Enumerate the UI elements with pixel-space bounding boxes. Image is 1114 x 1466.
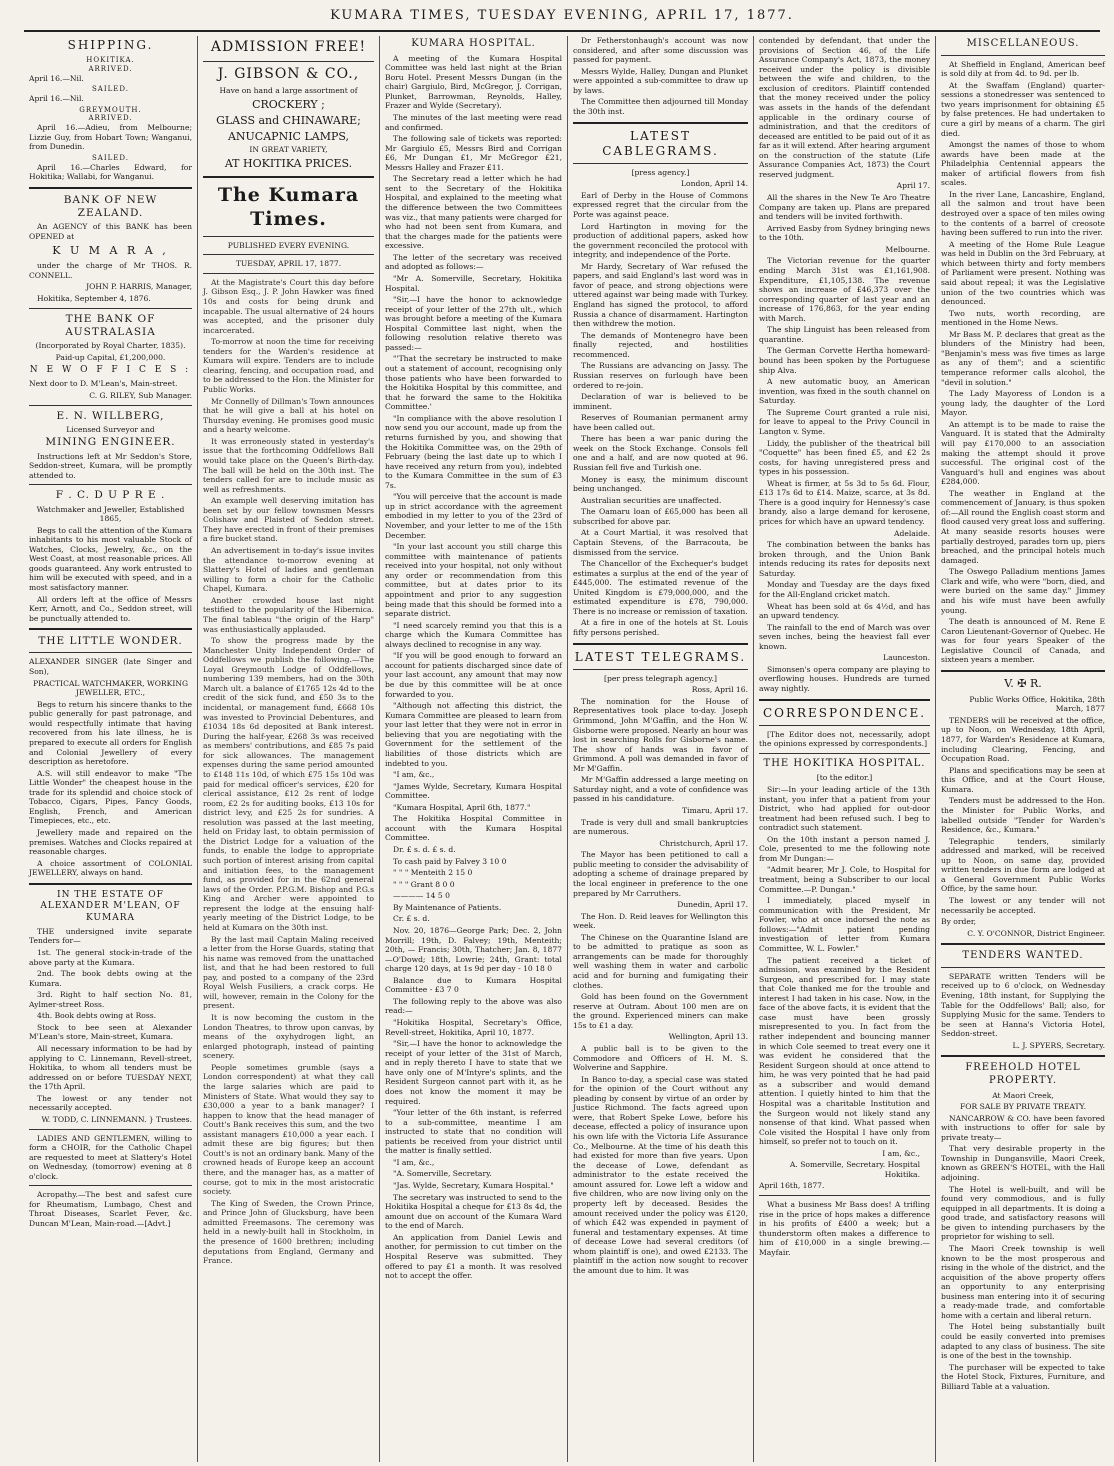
miscellaneous-item: In the river Lane, Lancashire, England, all the salmon and trout have been destroyed over a space of ten miles owing to the contents of a barrel of creosote having been suffered to run into the river. <box>941 189 1105 238</box>
estate-heading: IN THE ESTATE OF ALEXANDER M'LEAN, OF KUMARA <box>40 889 181 923</box>
telegram: Mr M'Gaffin addressed a large meeting on Saturday night, and a vote of confidence was passed in his candidature. <box>573 775 748 804</box>
tenders-wanted-body: SEPARATE written Tenders will be received up to 6 o'clock, on Wednesday Evening, 18th instant, for Supplying the Table for the Oddfellows' Ball; also, for Supplying Music for the same. Tenders to be seen at Hanna's Victoria Hotel, Seddon-street. <box>941 971 1105 1039</box>
singer-body-3: Jewellery made and repaired on the premises. Watches and Clocks repaired at reasonable charges. <box>29 828 192 857</box>
admission-free: ADMISSION FREE! <box>210 39 367 55</box>
greymouth-arrived: April 16.—Adieu, from Melbourne; Lizzie Guy, from Hobart Town; Wanganui, from Dunedin. <box>29 123 192 152</box>
hospital-paragraph: "Kumara Hospital, April 6th, 1877." <box>393 802 531 812</box>
hospital-paragraph: Dr. £ s. d. £ s. d. <box>393 845 456 855</box>
hospital-paragraph: "You will perceive that the account is made up in strict accordance with the agreement embodied in my letter to you of the 23rd of November, and your letter to me of the 15th December. <box>385 492 562 540</box>
estate-line-3: 2nd. The book debts owing at the Kumara. <box>29 969 192 988</box>
hospital-paragraph: "If you will be good enough to forward an account for patients discharged since date of your last account, any amount that may now be due by this committee will be at once forwarded to you. <box>385 651 562 699</box>
letter-date: April 16th, 1877. <box>759 1181 825 1191</box>
miscellaneous-list <box>941 60 1105 665</box>
miscellaneous-item: The death is announced of M. Rene E Caron Lieutenant-Governor of Quebec. He was for four years Speaker of the Legislative Council of Canada, and sixteen years a member. <box>941 617 1105 665</box>
letter-paragraph: "Admit bearer, Mr J. Cole, to Hospital for treatment, being a Subscriber to our local Committee.—P. Dungan." <box>759 865 930 894</box>
miscellaneous-item: Mr Bass M. P. declares that great as the blunders of the Ministry had been, "Benjamin's mess was five times as large as any of them"; and a scientific temperance reformer calls alcohol, the "devil in solution." <box>941 329 1105 387</box>
dunedin-telegram-3: Gold has been found on the Government reserve at Outram. About 100 men are on the ground. Experienced miners can make 15s to £1 a day. <box>573 992 748 1030</box>
dupre-name: F . C. D U P R E . <box>55 489 166 502</box>
launceston-telegram: Simonsen's opera company are playing to overflowing houses. Hundreds are turned away nightly. <box>759 664 930 693</box>
letter-paragraph: The patient received a ticket of admission, was examined by the Resident Surgeon, and prescribed for. I may state that Cole thanked me for the trouble and interest I had taken in his case. Now, in the face of the above facts, it is evident that the case must have been grossly misrepresented to you. In fact from the rather independent and bouncing manner in which Cole seemed to treat every one it was evident he considered that the Resident Surgeon should at once attend to him, he was very pointed that he had paid as a subscriber and would demand attention. I quietly hinted to him that the Hospital was a charitable Institution and the Surgeon would not likely stand any nonsense of that kind. What passed when Cole visited the Hospital I have only from himself, so prefer not to touch on it. <box>759 955 930 1147</box>
hospital-paragraph: The Hokitika Hospital Committee in account with the Kumara Hospital Committee. <box>385 814 562 843</box>
wellington-dateline: Wellington, April 13. <box>668 1032 748 1042</box>
glass-chinaware: GLASS and CHINAWARE; <box>216 113 361 127</box>
telegraph-agency: [per press telegraph agency.] <box>604 673 717 683</box>
article: An advertisement in to-day's issue invites the attendance to-morrow evening at Slattery's Hotel of ladies and gentleman willing to form a choir for the Catholic Chapel, Kumara. <box>203 546 374 594</box>
boa-incorporated: (Incorporated by Royal Charter, 1835). <box>35 341 186 351</box>
wilberg-title: Licensed Surveyor and <box>66 424 155 434</box>
hospital-paragraph: "Your letter of the 6th instant, is referred to a sub-committee, meantime I am instructed to state that no condition will patients be received from your district until the matter is finally settled. <box>385 1108 562 1156</box>
hospital-paragraph: "James Wylde, Secretary, Kumara Hospital Committee. <box>385 781 562 801</box>
tender-paragraph: Telegraphic tenders, similarly addressed and marked, will be received up to Noon, on same day, provided written tenders in due form are lodged at a General Government Public Works Office, by the same hour. <box>941 836 1105 894</box>
wilberg-title-2: MINING ENGINEER. <box>45 436 176 449</box>
hospital-paragraph: "In compliance with the above resolution I now send you our account, made up from the returns furnished by you, and showing that the Hokitika Committee was, on the 29th of February (being the last date up to which I have received any return from you), indebted to the Kumara Committee in the sum of £3 7s. <box>385 413 562 490</box>
wellington-telegram: A public ball is to be given to the Commodore and Officers of H. M. S. Wolverine and Sapphire. <box>573 1043 748 1073</box>
cablegram: The Oamaru loan of £65,000 has been all subscribed for above par. <box>573 507 748 526</box>
article: People sometimes grumble (says a London correspondent) at what they call the large salaries which are paid to Ministers of State. What would they say to £30,000 a year to a bank manager? I happen to know that the head manager of Coutt's Bank receives this sum, and the two assistant managers £10,000 a year each. I admit these are big figures; but then Coutt's is not an ordinary bank. Many of the crowned heads of Europe keep an account there, and the manager has, as a matter of course, got to mix in the most aristocratic society. <box>203 1062 374 1197</box>
column-2 <box>198 36 380 1462</box>
freehold-heading: FREEHOLD HOTEL PROPERTY. <box>965 1062 1081 1086</box>
freehold-paragraph: The purchaser will be expected to take the Hotel Stock, Fixtures, Furniture, and Billiard Table at a valuation. <box>941 1362 1105 1391</box>
hospital-paragraph: ———— 14 5 0 <box>393 891 450 901</box>
hospital-paragraph: " " " Menteith 2 15 0 <box>393 868 473 878</box>
estate-line-8: The lowest or any tender not necessarily accepted. <box>29 1093 192 1113</box>
column-1 <box>24 36 198 1462</box>
hospital-paragraph: "I am, &c., <box>393 1157 435 1167</box>
wilberg-body: Instructions left at Mr Seddon's Store, Seddon-street, Kumara, will be promptly attended to. <box>29 451 192 480</box>
editor-note: [The Editor does not, necessarily, adopt the opinions expressed by correspondents.] <box>759 729 930 749</box>
singer-body-2: A.S. will still endeavor to make "The Little Wonder" the cheapest house in the trade for its splendid and choice stock of Tobacco, Cigars, Pipes, Fancy Goods, English, French, and American Timepieces, etc., etc. <box>29 768 192 826</box>
article: It is now becoming the custom in the London Theatres, to throw upon canvas, by means of the oxyhydrogen light, an enlarged photograph, instead of painting scenery. <box>203 1013 374 1061</box>
london-dateline: London, April 14. <box>681 179 748 189</box>
hospital-paragraph: "Jas. Wylde, Secretary, Kumara Hospital." <box>393 1181 554 1191</box>
gibson-assortment: Have on hand a large assortment of <box>219 86 358 96</box>
acropathy-advert: Acropathy.—The best and safest cure for Rheumatism, Lumbago, Chest and Throat Diseases, Scarlet Fever, &c. Duncan M'Lean, Main-road.—[Advt.] <box>29 1190 192 1229</box>
telegrams-heading: LATEST TELEGRAMS. <box>574 649 747 664</box>
greymouth-sailed: April 16.—Charles Edward, for Hokitika; Wallabi, for Wanganui. <box>29 162 192 182</box>
christchurch-dateline: Christchurch, April 17. <box>659 838 748 848</box>
boa-offices: N E W O F F I C E S : <box>29 365 192 376</box>
hokitika-prices: AT HOKITIKA PRICES. <box>224 156 353 170</box>
cablegram: Declaration of war is believed to be imminent. <box>573 392 748 411</box>
press-agency: [press agency.] <box>631 167 690 177</box>
issue-date: TUESDAY, APRIL 17, 1877. <box>235 259 342 269</box>
article: An example well deserving imitation has been set by our fellow townsmen Messrs Colishaw and Plaisted of Seddon street. They have erected in front of their premises a fire bucket stand. <box>203 496 374 544</box>
gibson-name: J. GIBSON & CO., <box>217 65 360 82</box>
paper-title: The Kumara Times. <box>217 183 360 230</box>
hokitika-arrived: April 16.—Nil. <box>29 73 84 83</box>
cablegram: Reserves of Roumanian permanent army have been called out. <box>573 413 748 432</box>
dunedin-telegram: The Hon. D. Reid leaves for Wellington this week. <box>573 911 748 931</box>
wellington-telegram-2: In Banco to-day, a special case was stated for the opinion of the Court without any pleading by consent by virtue of an order by Justice Richmond. The facts agreed upon were, that Robert Speke Lowe, before his decease, effected a policy of insurance upon his own life with the Victoria Life Assurance Co., Melbourne. At the time of his death this had existed for more than five years. Upon the decease of Lowe, defendant as administrator to the estate received the amount assured for. Lowe left a widow and five children, who are now living only on the property left by deceased. Besides the amount received under the policy was £120, of which £42 was expended in payment of funeral and testamentary expenses. At time of decease Lowe had several creditors (of whom plaintiff is one), and owed £2133. The plaintiff in the action now sought to recover the amount due to him. It was <box>573 1074 748 1275</box>
shipping-heading: SHIPPING. <box>67 38 154 52</box>
cablegram: Earl of Derby in the House of Commons expressed regret that the circular from the Porte was against peace. <box>573 190 748 219</box>
timaru-dateline: Timaru, April 17. <box>682 806 748 816</box>
estate-line-6: Stock to bee seen at Alexander M'Lean's store, Main-street, Kumara. <box>29 1022 192 1042</box>
theatre-telegram: All the shares in the New Te Aro Theatre Company are taken up. Plans are prepared and tenders will be invited forthwith. <box>759 193 930 222</box>
column-4 <box>568 36 754 1462</box>
royal-arms: V. ✠ R. <box>1004 676 1042 690</box>
hospital-paragraph: "I am, &c., <box>393 770 435 780</box>
tenders-notice <box>941 716 1105 915</box>
launceston-dateline: Launceston. <box>883 653 930 663</box>
miscellaneous-item: Two nuts, worth recording, are mentioned in the Home News. <box>941 308 1105 328</box>
arrived-label: ARRIVED. <box>88 64 133 73</box>
miscellaneous-item: The weather in England at the commencement of January, is thus spoken of:—All round the English coast storm and flood caused very great loss and suffering. At many seaside resorts houses were partially destroyed, parades torn up, piers breached, and the principal hotels much damaged. <box>941 488 1105 565</box>
hospital-paragraph: Nov. 20, 1876—George Park; Dec. 2, John Morrill; 19th, D. Falvey; 19th, Menteith; 20th, — Francis; 30th, Thatcher; Jan. 8, 1877—O'Dowd; 18th, Lowrie; 24th, Grant: total charge 120 days, at 1s 9d per day - 10 18 0 <box>385 925 562 974</box>
hospital-paragraph: "In your last account you still charge this committee with maintenance of patients received into your hospital, not only without any order or recommendation from this committee, but at dates prior to its appointment and prior to any suggestion being made that this should be formed into a separate district. <box>385 542 562 619</box>
miscellaneous-item: Amongst the names of those to whom awards have been made at the Philadelphia Centennial appears the maker of artificial flowers from fish scales. <box>941 140 1105 188</box>
letter-signoff: I am, &c., <box>882 1148 920 1158</box>
freehold-sale: FOR SALE BY PRIVATE TREATY. <box>960 1102 1086 1112</box>
estate-line-5: 4th. Book debts owing at Ross. <box>37 1011 157 1021</box>
article: To-morrow at noon the time for receiving tenders for the Warden's residence at Kumara will expire. Tenders are to include clearing, fencing, and occupation road, and to be addressed to the Hon. the Minister for Public Works. <box>203 337 374 394</box>
melbourne-dateline: Melbourne. <box>885 244 930 254</box>
tender-paragraph: The lowest or any tender will not necessarily be accepted. <box>941 896 1105 915</box>
adelaide-telegram: Monday and Tuesday are the days fixed for the All-England cricket match. <box>759 580 930 599</box>
cablegram: Mr Hardy, Secretary of War refused the papers, and said England's last word was in favor of peace, and strong objections were uttered against war being made with Turkey. England has signed the protocol, to afford Russia a chance of disarmament. Hartington then withdrew the motion. <box>573 261 748 329</box>
bnz-date: Hokitika, September 4, 1876. <box>37 294 151 304</box>
hospital-paragraph: Cr. £ s. d. <box>393 914 430 924</box>
ross-dateline: Ross, April 16. <box>691 685 748 695</box>
letter-body <box>759 785 930 1147</box>
column-3 <box>380 36 568 1462</box>
hospital-paragraph: "Sir,—I have the honor to acknowledge the receipt of your letter of the 31st of March, and in reply thereto I have to state that we have only one of M'Intyre's splints, and the Resident Surgeon cannot part with it, as he does not know the moment it may be required. <box>385 1039 562 1106</box>
estate-line-2: 1st. The general stock-in-trade of the above party at the Kumara. <box>29 947 192 967</box>
hospital-paragraph: The letter of the secretary was received and adopted as follows:— <box>385 252 562 272</box>
melbourne-telegrams <box>759 256 930 526</box>
miscellaneous-item: At the Swaffam (England) quarter-sessions a stonedresser was sentenced to two years imprisonment for obtaining £5 by false pretences. He had undertaken to cure a girl by means of a charm. The girl died. <box>941 80 1105 138</box>
estate-line-7: All necessary information to be had by applying to C. Linnemann, Revell-street, Hokitika, to whom all tenders must be addressed on or before TUESDAY NEXT, the 17th April. <box>29 1044 192 1092</box>
hospital-paragraph: "Hokitika Hospital, Secretary's Office, Revell-street, Hokitika, April 10, 1877. <box>385 1018 562 1037</box>
dupre-body-2: All orders left at the office of Messrs Kerr, Arnott, and Co., Seddon street, will be punctually attended to. <box>29 594 192 623</box>
adelaide-dateline: Adelaide. <box>894 528 930 538</box>
singer-trade: PRACTICAL WATCHMAKER, WORKING JEWELLER, ETC., <box>32 678 189 698</box>
dupre-title: Watchmaker and Jeweller, Established 1865, <box>36 504 185 524</box>
by-order: By order, <box>941 917 977 927</box>
freehold-paragraph: NANCARROW & CO. have been favored with instructions to offer for sale by private treaty— <box>941 1113 1105 1142</box>
public-works-dateline: Public Works Office, Hokitika, 28th March, 1877 <box>969 694 1105 714</box>
sailed-label-2: SAILED. <box>92 153 129 162</box>
hospital-paragraph: The minutes of the last meeting were read and confirmed. <box>385 112 562 132</box>
article: Mr Connelly of Dillman's Town announces that he will give a ball at his hotel on Thursday evening. He promises good music and a hearty welcome. <box>203 396 374 435</box>
hospital-article <box>385 54 562 1281</box>
hospital-paragraph: "Sir,—I have the honor to acknowledge receipt of your letter of the 27th ult., which was brought before a meeting of the Kumara Hospital Committee last night, when the following resolution relative thereto was passed:— <box>385 295 562 352</box>
freehold-body <box>941 1114 1105 1392</box>
bnz-text-2: under the charge of Mr THOS. R. CONNELL. <box>29 261 192 280</box>
hospital-continued-3: The Committee then adjourned till Monday the 30th inst. <box>573 97 748 116</box>
hospital-paragraph: " " " Grant 8 0 0 <box>393 879 455 889</box>
little-wonder-heading: THE LITTLE WONDER. <box>38 635 183 648</box>
columns <box>24 36 1105 1462</box>
hospital-paragraph: The Secretary read a letter which he had sent to the Secretary of the Hokitika Hospital, and explained to the meeting what the difference between the two Committees was viz., that many patients were charged for who had not been sent from Kumara, and that the charges made for the patients were excessive. <box>385 174 562 251</box>
boa-capital: Paid-up Capital, £1,200,000. <box>55 352 166 362</box>
letter-signature: A. Somerville, Secretary. Hospital Hokitika. <box>789 1160 920 1179</box>
hokitika-heading: HOKITIKA. <box>86 56 135 65</box>
masthead: KUMARA TIMES, TUESDAY EVENING, APRIL 17, 1877. <box>24 8 1100 32</box>
hospital-paragraph: "Mr A. Somerville, Secretary, Hokitika Hospital. <box>385 273 562 293</box>
freehold-paragraph: The Maori Creek township is well known to be the most prosperous and rising in the whole of the district, and the acquisition of the above property offers an opportunity to any enterprising business man entering into it of securing a ready-made trade, and comfortable home with a certain and liberal return. <box>941 1243 1105 1320</box>
cablegram: Money is easy, the minimum discount being unchanged. <box>573 474 748 494</box>
bass-paragraph: What a business Mr Bass does! A trifling rise in the price of hops makes a difference in his profits of £400 a week; but a thunderstorm often makes a difference to him of £10,000 in a single brewing.—Mayfair. <box>759 1200 930 1257</box>
adelaide-telegrams <box>759 540 930 651</box>
cablegram: Lord Hartington in moving for the production of additional papers, asked how the government reconciled the protocol with integrity, and independence of the Porte. <box>573 221 748 260</box>
tender-paragraph: Tenders must be addressed to the Hon. the Minister for Public Works, and labelled outside "Tender for Warden's Residence, &c., Kumara." <box>941 796 1105 835</box>
bnz-heading: BANK OF NEW ZEALAND. <box>63 193 158 220</box>
timaru-telegram: Trade is very dull and small bankruptcies are numerous. <box>573 817 748 837</box>
choir-notice: LADIES AND GENTLEMEN, willing to form a CHOIR, for the Catholic Chapel are requested to meet at Slattery's Hotel on Wednesday, (tomorrow) evening at 8 o'clock. <box>29 1133 192 1181</box>
dunedin-telegram-2: The Chinese on the Quarantine Island are to be admitted to pratique as soon as arrangements can be made for thoroughly well washing them in water and carbolic acid and for burning and fumigating their clothes. <box>573 932 748 990</box>
cablegram: There has been a war panic during the week on the Stock Exchange. Consols fell one and a half, and are now quoted at 96. Russian fell five and Turkish one. <box>573 434 748 473</box>
miscellaneous-item: At Sheffield in England, American beef is sold dily at from 4d. to 9d. per lb. <box>941 59 1105 79</box>
estate-line-4: 3rd. Right to half section No. 81, Aylmer-street Ross. <box>29 990 192 1009</box>
article: Another crowded house last night testified to the popularity of the Hibernica. The final tableau "the origin of the Harp" was enthusiastically applauded. <box>203 595 374 634</box>
tenders-wanted-heading: TENDERS WANTED. <box>962 950 1084 962</box>
hospital-paragraph: The following sale of tickets was reported: Mr Gargiulo £5, Messrs Bird and Corrigan £6, Mr Dungan £1, Mr McGregor £21, Messrs Halley and Frazer £11. <box>385 134 562 172</box>
estate-line-1: THE undersigned invite separate Tenders for— <box>29 926 192 946</box>
cablegrams-heading: LATEST CABLEGRAMS. <box>602 128 719 158</box>
april-17-dateline: April 17. <box>896 181 930 191</box>
estate-signature: W. TODD, C. LINNEMANN. } Trustees. <box>41 1114 192 1124</box>
sailed-label: SAILED. <box>92 85 129 94</box>
letter-paragraph: Sir:—In your leading article of the 13th instant, you infer that a patient from your District, who had applied for out-door treatment had been refused such. I beg to contradict such statement. <box>759 784 930 833</box>
miscellaneous-item: An attempt is to be made to raise the Vanguard. It is stated that the Admiralty will pay £170,000 to an association making the attempt should it prove successful. The original cost of the Vanguard's hull and engines was about £284,000. <box>941 419 1105 487</box>
adelaide-telegram: The rainfall to the end of March was over seven inches, being the heaviest fall ever known. <box>759 622 930 651</box>
article: To show the progress made by the Manchester Unity Independent Order of Oddfellows we publish the following.—The Loyal Greymouth Lodge of Oddfellows, numbering 139 members, had on the 30th March ult. a balance of £1765 12s 4d to the credit of the sick fund, and £50 3s to the incidental, or management fund, £668 10s was invested to Provincial Debentures, and £1034 18s 6d deposited at Bank interest. During the half-year, £268 3s was received as members' contributions, and £85 7s paid for sick allowances. The management expenses during the same period amounted to £148 11s 10d, of which £75 15s 10d was paid for medical officer's services, £20 for clerical assistance, £12 2s rent of lodge room, £2 2s for auditing books, £13 10s for district levy, and £25 2s for sundries. A resolution was passed at the last meeting, held on Friday last, to obtain permission of the District Lodge for a valuation of the funds, to enable the lodge to appropriate such portion of interest arising from capital and initiation fees, to the management fund, as provided for in the 62nd general laws of the Order. P.P.G.M. Bishop and P.G.s King and Archer were appointed to represent the lodge at the ensuing half-yearly meeting of the District Lodge, to be held at Kumara on the 30th inst. <box>203 636 374 932</box>
miscellaneous-heading: MISCELLANEOUS. <box>966 38 1080 49</box>
hospital-paragraph: By Maintenance of Patients. <box>393 902 502 912</box>
dunedin-dateline: Dunedin, April 17. <box>677 900 748 910</box>
article: The King of Sweden, the Crown Prince, and Prince John of Glucksburg, have been admitted Freemasons. The ceremony was held in a newly-built hall in Stockholm, in the presence of 1600 brethren; including deputations from England, Germany and France. <box>203 1198 374 1266</box>
easby-telegram: Arrived Easby from Sydney bringing news to the 10th. <box>759 223 930 243</box>
kumara-banner: K U M A R A , <box>52 244 169 258</box>
hospital-continued-2: Messrs Wylde, Halley, Dungan and Plunket were appointed a sub-committee to draw up by laws. <box>573 66 748 95</box>
hospital-paragraph: Balance due to Kumara Hospital Committee - £3 7 0 <box>385 975 562 995</box>
freehold-paragraph: That very desirable property in the Township in Dungansville, Maori Creek, known as GREEN'S HOTEL, with the Hall adjoining. <box>941 1144 1105 1183</box>
article: By the last mail Captain Maling received a letter from the Horse Guards, stating that his name was removed from the unattached list, and that he had been restored to full pay, and posted to a company of the 23rd Royal Welsh Fusiliers, a crack corps. He will, however, remain in the Colony for the present. <box>203 934 374 1011</box>
to-the-editor: [to the editor.] <box>816 773 873 783</box>
spyers-signature: L. J. SPYERS, Secretary. <box>1012 1040 1105 1050</box>
hokitika-sailed: April 16.—Nil. <box>29 94 84 104</box>
tender-paragraph: TENDERS will be received at the office, up to Noon, on Wednesday, 18th April, 1877, for Warden's Residence at Kumara, including Clearing, Fencing, and Occupation Road. <box>941 715 1105 764</box>
cablegram: The Russians are advancing on Jassy. The Russian reserves on furlough have been ordered to re-join. <box>573 361 748 390</box>
crockery: CROCKERY ; <box>252 97 325 111</box>
hospital-paragraph: An application from Daniel Lewis and another, for permission to cut timber on the Hospital Reserve was submitted. They offered to pay £1 a month. It was resolved not to accept the offer. <box>385 1232 562 1281</box>
melbourne-telegram: The German Corvette Hertha homeward-bound has been spoken by the Portuguese ship Alva. <box>759 346 930 375</box>
arrived-label-2: ARRIVED. <box>88 114 133 123</box>
dupre-body: Begs to call the attention of the Kumara inhabitants to his most valuable Stock of Watches, Clocks, Jewelry, &c., on the West Coast, at most reasonable prices. All goods guaranteed. Any work entrusted to him will be executed with speed, and in a most satisfactory manner. <box>29 525 192 593</box>
freehold-location: At Maori Creek, <box>992 1090 1054 1100</box>
column-5 <box>754 36 936 1462</box>
cablegram: The Chancellor of the Exchequer's budget estimates a surplus at the end of the year of £445,000. The estimated revenue of the United Kingdom is £79,000,000, and the estimated expenditure is £78, 790,000. There is no increase or remission of taxation. <box>573 559 748 616</box>
miscellaneous-item: A meeting of the Home Rule League was held in Dublin on the 3rd February, at which between thirty and forty members of Parliament were present. Nothing was said about repeal; it was the Legislative union of the two countries which was denounced. <box>941 239 1105 307</box>
letter-paragraph: On the 10th instant a person named J. Cole, presented to me the following note from Mr Dungan:— <box>759 834 930 863</box>
freehold-paragraph: The Hotel is well-built, and will be found very commodious, and is fully equipped in all departments. It is doing a good trade, and satisfactory reasons will be given to intending purchasers by the proprietor for wishing to sell. <box>941 1184 1105 1242</box>
boa-location: Next door to D. M'Lean's, Main-street. <box>29 379 178 389</box>
hospital-continued: Dr Fetherstonhaugh's account was now considered, and after some discussion was passed for payment. <box>573 36 748 65</box>
melbourne-telegram: The ship Linguist has been released from quarantine. <box>759 325 930 344</box>
bnz-text: An AGENCY of this BANK has been OPENED at <box>29 222 192 241</box>
cablegram: The demands of Montenegro have been finally rejected, and hostilities recommenced. <box>573 330 748 359</box>
hospital-paragraph: To cash paid by Falvey 3 10 0 <box>393 856 507 866</box>
published-line: PUBLISHED EVERY EVENING. <box>227 240 350 250</box>
wilberg-name: E. N. WILLBERG, <box>56 409 165 422</box>
article: It was erroneously stated in yesterday's issue that the forthcoming Oddfellows Ball would take place on the Queen's Birth-day. The ball will be held on the 30th inst. The tenders called for are to include music as well as refreshments. <box>203 436 374 494</box>
bnz-signature: JOHN P. HARRIS, Manager, <box>86 282 192 292</box>
tender-paragraph: Plans and specifications may be seen at this Office, and at the Court House, Kumara. <box>941 765 1105 794</box>
melbourne-telegram: Liddy, the publisher of the theatrical bill "Coquette" has been fined £5, and £2 2s costs, for having unregistered press and types in his possession. <box>759 438 930 477</box>
boa-heading: THE BANK OF AUSTRALASIA <box>65 312 156 338</box>
melbourne-telegram: Wheat is firmer, at 5s 3d to 5s 6d. Flour, £13 17s 6d to £14. Maize, scarce, at 3s 8d. There is a good inquiry for Hennessy's case brandy, also a large demand for kerosene, prices for which have an upward tendency. <box>759 478 930 526</box>
melbourne-telegram: A new automatic buoy, an American invention, was fixed in the south channel on Saturday. <box>759 377 930 406</box>
boa-signature: C. G. RILEY, Sub Manager. <box>89 391 192 401</box>
hokitika-hospital-heading: THE HOKITIKA HOSPITAL. <box>763 757 926 769</box>
correspondence-heading: CORRESPONDENCE. <box>762 705 927 720</box>
column-6 <box>936 36 1110 1462</box>
melbourne-telegram: The Supreme Court granted a rule nisi, for leave to appeal to the Privy Council in Langton v. Syme. <box>759 407 930 436</box>
cablegram: Australian securities are unaffected. <box>581 495 722 505</box>
hospital-heading: KUMARA HOSPITAL. <box>411 38 536 49</box>
letter-paragraph: I immediately, placed myself in communication with the President, Mr Fowler, who at once indorsed the note as follows:—"Admit patient pending investigation of letter from Kumara Committee, W. L. Fowler." <box>759 896 930 953</box>
singer-body: Begs to return his sincere thanks to the public generally for past patronage, and would respectfully intimate that having recovered from his late illness, he is prepared to execute all orders for English and Colonial Jewellery of every description as heretofore. <box>29 699 192 767</box>
telegram: The nomination for the House of Representatives took place to-day. Joseph Grimmond, John M'Gaffin, and the Hon W. Gisborne were proposed. Nearly an hour was lost in searching Rolls for Gisborne's name. The show of hands was in favor of Grimmond. A poll was demanded in favor of Mr M'Gaffin. <box>573 696 748 773</box>
miscellaneous-item: The Lady Mayoress of London is a young lady, the daughter of the Lord Mayor. <box>941 389 1105 418</box>
christchurch-telegram: The Mayor has been petitioned to call a public meeting to consider the advisability of adopting a scheme of drainage prepared by the local engineer in preference to the one prepared by Mr Carruthers. <box>573 850 748 898</box>
hospital-paragraph: "I need scarcely remind you that this is a charge which the Kumara Committee has always declined to recognise in any way. <box>385 620 562 649</box>
miscellaneous-item: The Oswego Palladium mentions James Clark and wife, who were "born, died, and were buried on the same day." Jimmey and his wife must have been awfully young. <box>941 567 1105 615</box>
oconnor-signature: C. Y. O'CONNOR, District Engineer. <box>967 928 1105 938</box>
hospital-paragraph: "A. Somerville, Secretary. <box>393 1169 492 1179</box>
greymouth-heading: GREYMOUTH. <box>79 105 142 114</box>
hospital-paragraph: A meeting of the Kumara Hospital Committee was held last night at the Brian Boru Hotel. Present Messrs Dungan (in the chair) Gargiulo, Bird, McGregor, J. Corrigan, Plunket, Barrowman, Reynolds, Halley, Frazer and Wylde (Secretary). <box>385 53 562 111</box>
hospital-paragraph: The following reply to the above was also read:— <box>385 996 562 1016</box>
great-variety: IN GREAT VARIETY, <box>249 145 328 155</box>
anucapnic-lamps: ANUCAPNIC LAMPS, <box>227 129 350 143</box>
freehold-paragraph: The Hotel being substantially built could be easily converted into premises adapted to any class of business. The site is one of the best in the township. <box>941 1322 1105 1361</box>
article: At the Magistrate's Court this day before J. Gibson Esq., J. P. John Hawker was fined 10s and costs for being drunk and incapable. The usual alternative of 24 hours was accepted, and the prisoner duly incarcerated. <box>203 277 374 335</box>
hospital-paragraph: The secretary was instructed to send to the Hokitika Hospital a cheque for £13 8s 4d, the amount due on account of the Kumara Ward to the end of March. <box>385 1192 562 1231</box>
cablegram: At a Court Martial, it was resolved that Captain Stevens, of the Barracouta, be dismissed from the service. <box>573 528 748 557</box>
banco-continued: contended by defendant, that under the provisions of Section 46, of the Life Assurance Company's Act, 1873, the money received under the policy is divisible between the wife and children, to the exclusion of creditors. Plaintiff contended that the money received under the policy was assets in the hands of the defendant applicable in the ordinary course of administration, and that the creditors of deceased are entitled to be paid out of it as far as it will extend. After hearing argument on the construction of the statute (Life Assurance Companies Act, 1873) the Court reserved judgment. <box>759 36 930 179</box>
adelaide-telegram: Wheat has been sold at 6s 4½d, and has an upward tendency. <box>759 601 930 621</box>
singer-body-4: A choice assortment of COLONIAL JEWELLERY, always on hand. <box>29 858 192 878</box>
cablegram: At a fire in one of the hotels at St. Louis fifty persons perished. <box>573 618 748 638</box>
adelaide-telegram: The combination between the banks has broken through, and the Union Bank intends reducing its rates for deposits next Saturday. <box>759 540 930 578</box>
singer-name: ALEXANDER SINGER (late Singer and Son), <box>29 657 192 677</box>
hospital-paragraph: "Although not affecting this district, the Kumara Committee are pleased to learn from your last letter that they were not in error in believing that you are negotiating with the Government for the settlement of the liabilities of those districts which are indebted to you. <box>385 701 562 768</box>
cablegrams-list <box>573 191 748 638</box>
melbourne-telegram: The Victorian revenue for the quarter ending March 31st was £1,161,908. Expenditure, £1,105,138. The revenue shows an increase of £46,373 over the corresponding quarter of last year and an increase of 176,863, for the year ending with March. <box>759 256 930 323</box>
hospital-paragraph: "'That the secretary be instructed to make out a statement of account, recognising only those patients who have been forwarded to the Hokitika Hospital by this committee, and that he forward the same to the Hokitika Committee.' <box>385 354 562 412</box>
